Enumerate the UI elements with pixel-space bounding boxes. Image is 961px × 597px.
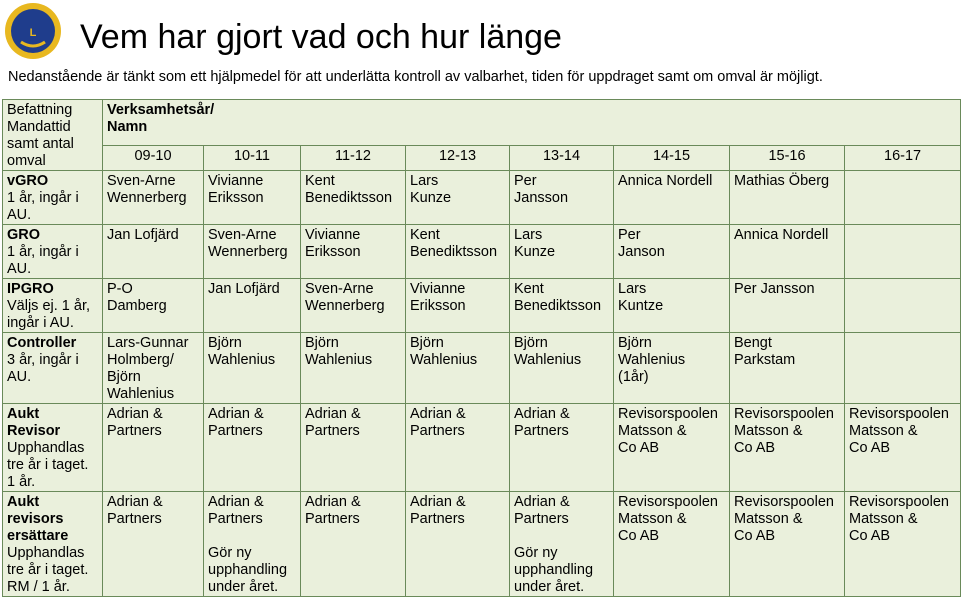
cell-line: Benediktsson xyxy=(305,190,393,206)
cell-line: Wahlenius xyxy=(410,352,478,368)
cell-line: Co AB xyxy=(618,440,660,456)
header-row xyxy=(3,100,961,146)
cell-line: Befattning xyxy=(7,102,73,118)
cell-line: Eriksson xyxy=(410,298,466,314)
cell-line: Björn xyxy=(208,335,242,351)
cell-line: Lars xyxy=(410,173,439,189)
cell-line: Wennerberg xyxy=(107,190,187,206)
name-cell xyxy=(103,333,204,404)
cell-line: upphandling xyxy=(208,562,288,578)
name-cell xyxy=(730,492,845,597)
cell-line: 3 år, ingår i xyxy=(7,352,79,368)
cell-line: Annica Nordell xyxy=(734,227,829,243)
cell-line: Eriksson xyxy=(208,190,264,206)
cell-line: Sven-Arne xyxy=(107,173,176,189)
cell-line: Kunze xyxy=(410,190,452,206)
name-cell xyxy=(614,404,730,492)
cell-line: Adrian & xyxy=(107,406,163,422)
cell-line: Lars xyxy=(618,281,647,297)
cell-line: Adrian & xyxy=(514,406,570,422)
cell-line: Partners xyxy=(305,511,360,527)
cell-line: Björn xyxy=(514,335,548,351)
page-title: Vem har gjort vad och hur länge xyxy=(80,18,562,56)
name-cell xyxy=(510,492,614,597)
role-cell xyxy=(3,279,103,333)
cell-line: Co AB xyxy=(618,528,660,544)
cell-line: Adrian & xyxy=(514,494,570,510)
name-cell xyxy=(204,171,301,225)
cell-line: Björn xyxy=(618,335,652,351)
cell-line: Aukt xyxy=(7,406,40,422)
cell-line: samt antal xyxy=(7,136,74,152)
cell-line: Per xyxy=(514,173,537,189)
name-cell xyxy=(614,279,730,333)
role-cell xyxy=(3,225,103,279)
name-cell xyxy=(614,225,730,279)
year-cell: 10-11 xyxy=(204,146,301,171)
name-cell xyxy=(730,279,845,333)
name-cell xyxy=(845,333,961,404)
cell-line: Benediktsson xyxy=(410,244,498,260)
role-cell xyxy=(3,492,103,597)
cell-line: Annica Nordell xyxy=(618,173,713,189)
role-cell xyxy=(3,404,103,492)
name-cell xyxy=(614,492,730,597)
name-cell xyxy=(510,333,614,404)
role-cell xyxy=(3,171,103,225)
cell-line: Partners xyxy=(410,511,465,527)
cell-line: Jansson xyxy=(514,190,569,206)
year-cell: 12-13 xyxy=(406,146,510,171)
cell-line: Vivianne xyxy=(305,227,361,243)
table-row xyxy=(3,279,961,333)
cell-line: vGRO xyxy=(7,173,49,189)
year-cell: 09-10 xyxy=(103,146,204,171)
cell-line: Väljs ej. 1 år, xyxy=(7,298,91,314)
cell-line: Matsson & xyxy=(849,511,918,527)
cell-line: 1 år. xyxy=(7,474,36,490)
cell-line: Wahlenius xyxy=(305,352,373,368)
cell-line: Matsson & xyxy=(734,511,803,527)
name-cell xyxy=(301,279,406,333)
cell-line: Adrian & xyxy=(305,406,361,422)
cell-line: under året. xyxy=(514,579,585,595)
cell-line: Lars-Gunnar xyxy=(107,335,189,351)
cell-line: Kent xyxy=(410,227,440,243)
name-cell xyxy=(204,492,301,597)
cell-line: under året. xyxy=(208,579,279,595)
name-cell xyxy=(301,225,406,279)
header-label xyxy=(103,100,961,146)
table-row xyxy=(3,171,961,225)
cell-line: Lars xyxy=(514,227,543,243)
year-row xyxy=(3,146,961,171)
name-cell xyxy=(301,333,406,404)
name-cell xyxy=(510,171,614,225)
cell-line: Revisorspoolen xyxy=(849,494,949,510)
cell-line: 1 år, ingår i xyxy=(7,190,79,206)
table-row xyxy=(3,404,961,492)
role-cell xyxy=(3,333,103,404)
cell-line: Wennerberg xyxy=(208,244,288,260)
cell-line: Revisorspoolen xyxy=(734,494,834,510)
name-cell xyxy=(406,225,510,279)
name-cell xyxy=(204,404,301,492)
name-cell xyxy=(103,171,204,225)
cell-line xyxy=(208,528,296,545)
cell-line: Gör ny xyxy=(514,545,558,561)
name-cell xyxy=(301,492,406,597)
name-cell xyxy=(103,492,204,597)
year-cell: 16-17 xyxy=(845,146,961,171)
name-cell xyxy=(301,171,406,225)
cell-line: revisors xyxy=(7,511,64,527)
cell-line: Adrian & xyxy=(208,406,264,422)
cell-line: Adrian & xyxy=(410,494,466,510)
cell-line: Revisorspoolen xyxy=(849,406,949,422)
cell-line: RM / 1 år. xyxy=(7,579,70,595)
page-subtitle: Nedanstående är tänkt som ett hjälpmedel för att underlätta kontroll av valbarhet, tiden för uppdraget samt om omval är möjligt. xyxy=(8,69,823,85)
cell-line: Matsson & xyxy=(618,423,687,439)
table-row xyxy=(3,333,961,404)
name-cell xyxy=(845,404,961,492)
name-cell xyxy=(406,404,510,492)
cell-line: Wahlenius xyxy=(514,352,582,368)
cell-line: Per Jansson xyxy=(734,281,815,297)
cell-line: Wahlenius xyxy=(208,352,276,368)
lions-logo xyxy=(4,2,62,60)
corner-cell xyxy=(3,100,103,171)
cell-line xyxy=(514,528,609,545)
cell-line: Revisor xyxy=(7,423,61,439)
cell-line: Partners xyxy=(208,511,263,527)
cell-line: tre år i taget. xyxy=(7,457,89,473)
cell-line: tre år i taget. xyxy=(7,562,89,578)
cell-line: Co AB xyxy=(849,528,891,544)
year-cell: 15-16 xyxy=(730,146,845,171)
cell-line: Damberg xyxy=(107,298,167,314)
cell-line: Adrian & xyxy=(305,494,361,510)
name-cell xyxy=(103,225,204,279)
cell-line: Parkstam xyxy=(734,352,796,368)
cell-line: AU. xyxy=(7,369,32,385)
cell-line: Björn xyxy=(410,335,444,351)
name-cell xyxy=(845,279,961,333)
cell-line: Sven-Arne xyxy=(208,227,277,243)
name-cell xyxy=(510,404,614,492)
cell-line: Co AB xyxy=(734,528,776,544)
table-row xyxy=(3,492,961,597)
name-cell xyxy=(845,171,961,225)
year-cell: 11-12 xyxy=(301,146,406,171)
cell-line: Björn xyxy=(305,335,339,351)
cell-line: Kent xyxy=(305,173,335,189)
cell-line: IPGRO xyxy=(7,281,54,297)
name-cell xyxy=(510,225,614,279)
cell-line: Partners xyxy=(305,423,360,439)
cell-line: P-O xyxy=(107,281,133,297)
cell-line: Wennerberg xyxy=(305,298,385,314)
cell-line: Upphandlas xyxy=(7,545,85,561)
cell-line: AU. xyxy=(7,261,32,277)
name-cell xyxy=(406,492,510,597)
cell-line: Revisorspoolen xyxy=(734,406,834,422)
cell-line: GRO xyxy=(7,227,41,243)
cell-line: Wahlenius xyxy=(107,386,175,402)
cell-line: Kent xyxy=(514,281,544,297)
cell-line: Jan Lofjärd xyxy=(107,227,179,243)
cell-line: Gör ny xyxy=(208,545,252,561)
name-cell xyxy=(204,225,301,279)
name-cell xyxy=(510,279,614,333)
name-cell xyxy=(730,171,845,225)
cell-line: Matsson & xyxy=(849,423,918,439)
name-cell xyxy=(204,279,301,333)
cell-line: ingår i AU. xyxy=(7,315,74,331)
cell-line: Partners xyxy=(107,511,162,527)
cell-line: Janson xyxy=(618,244,665,260)
cell-line: Holmberg/ xyxy=(107,352,174,368)
cell-line: Vivianne xyxy=(410,281,466,297)
cell-line: Revisorspoolen xyxy=(618,494,718,510)
cell-line: Upphandlas xyxy=(7,440,85,456)
cell-line: Per xyxy=(618,227,641,243)
name-cell xyxy=(730,404,845,492)
name-cell xyxy=(406,333,510,404)
cell-line: Co AB xyxy=(734,440,776,456)
cell-line: Aukt xyxy=(7,494,40,510)
cell-line: Benediktsson xyxy=(514,298,602,314)
cell-line: Kunze xyxy=(514,244,556,260)
name-cell xyxy=(730,333,845,404)
cell-line: Vivianne xyxy=(208,173,264,189)
name-cell xyxy=(730,225,845,279)
cell-line: Sven-Arne xyxy=(305,281,374,297)
year-cell: 14-15 xyxy=(614,146,730,171)
name-cell xyxy=(614,333,730,404)
cell-line: omval xyxy=(7,153,46,169)
name-cell xyxy=(406,279,510,333)
cell-line: Bengt xyxy=(734,335,772,351)
name-cell xyxy=(845,492,961,597)
cell-line: (1år) xyxy=(618,369,649,385)
svg-text:L: L xyxy=(29,27,37,39)
cell-line: Partners xyxy=(514,423,569,439)
name-cell xyxy=(301,404,406,492)
cell-line: 1 år, ingår i xyxy=(7,244,79,260)
cell-line: Matsson & xyxy=(618,511,687,527)
cell-line: Jan Lofjärd xyxy=(208,281,280,297)
year-cell: 13-14 xyxy=(510,146,614,171)
table-row xyxy=(3,225,961,279)
name-cell xyxy=(103,279,204,333)
cell-line: Adrian & xyxy=(208,494,264,510)
cell-line: Partners xyxy=(514,511,569,527)
name-cell xyxy=(406,171,510,225)
cell-line: Kuntze xyxy=(618,298,664,314)
cell-line: Björn xyxy=(107,369,141,385)
cell-line: Mathias Öberg xyxy=(734,173,830,189)
cell-line: Partners xyxy=(410,423,465,439)
cell-line: Controller xyxy=(7,335,77,351)
cell-line: Matsson & xyxy=(734,423,803,439)
cell-line: Mandattid xyxy=(7,119,71,135)
cell-line: Adrian & xyxy=(107,494,163,510)
name-cell xyxy=(204,333,301,404)
cell-line: AU. xyxy=(7,207,32,223)
cell-line: Eriksson xyxy=(305,244,361,260)
cell-line: Adrian & xyxy=(410,406,466,422)
cell-line: Wahlenius xyxy=(618,352,686,368)
cell-line: Partners xyxy=(208,423,263,439)
cell-line: Partners xyxy=(107,423,162,439)
cell-line: ersättare xyxy=(7,528,69,544)
role-table xyxy=(2,99,961,597)
cell-line: Co AB xyxy=(849,440,891,456)
name-cell xyxy=(103,404,204,492)
cell-line: Verksamhetsår/ xyxy=(107,102,215,118)
cell-line: upphandling xyxy=(514,562,594,578)
name-cell xyxy=(614,171,730,225)
cell-line: Namn xyxy=(107,119,148,135)
name-cell xyxy=(845,225,961,279)
cell-line: Revisorspoolen xyxy=(618,406,718,422)
